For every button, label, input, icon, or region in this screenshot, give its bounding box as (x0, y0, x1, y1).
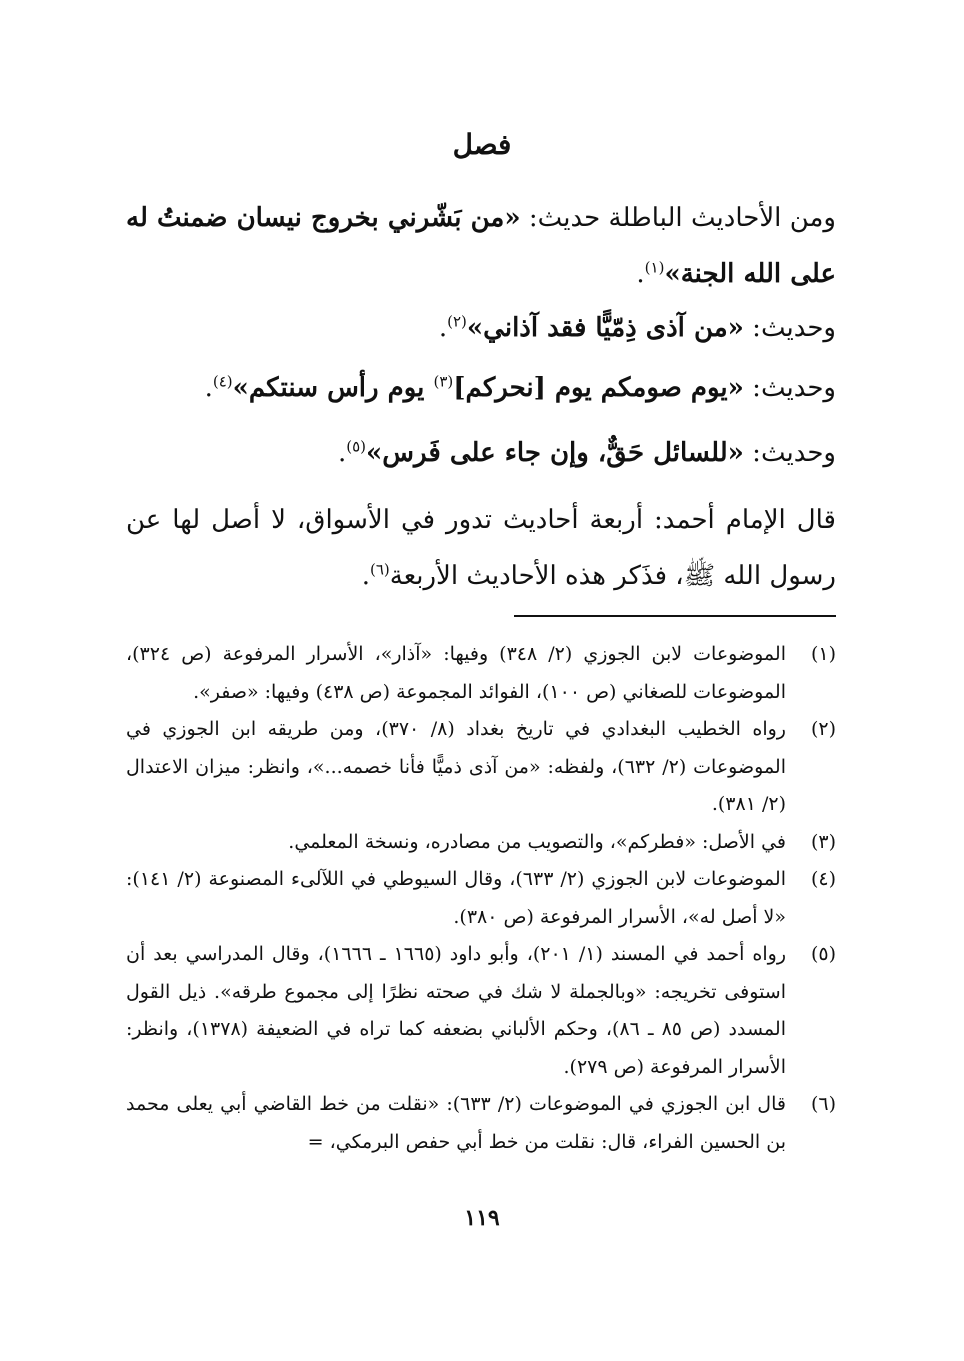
footnote-text: الموضوعات لابن الجوزي (٢/ ٦٣٣)، وقال السيوطي في اللآلىء المصنوعة (٢/ ١٤١): «لا أصل له»، الأسرار المرفوعة (ص ٣٨٠). (126, 868, 786, 928)
footnote-item (126, 1086, 836, 1161)
footnote-text: رواه الخطيب البغدادي في تاريخ بغداد (٨/ ٣٧٠)، ومن طريقه ابن الجوزي في الموضوعات (٢/ ٦٣٢)، ولفظه: «من آذى ذميًّا فأنا خصمه...»، وانظر: ميزان الاعتدال (٢/ ٣٨١). (126, 718, 786, 815)
paragraph-intro: ومن الأحاديث الباطلة حديث: (520, 203, 836, 233)
footnote-ref: (٥) (346, 437, 367, 456)
paragraph-imam-ahmad (126, 492, 836, 604)
footnote-text: الموضوعات لابن الجوزي (٢/ ٣٤٨) وفيها: «آذار»، الأسرار المرفوعة (ص ٣٢٤)، الموضوعات للصغاني (ص ١٠٠)، الفوائد المجموعة (ص ٤٣٨) وفيها: «صفر». (126, 643, 786, 703)
sentence-end: . (636, 259, 645, 289)
hadith-text: «من بَشّرني بخروج نيسان ضمنتُ له على الله الجنة» (126, 203, 836, 289)
footnote-number: (٥) (810, 943, 836, 965)
hadith-text: «للسائل حَقٌّ، وإن جاء على فَرس» (366, 438, 744, 468)
footnote-number: (١) (810, 643, 836, 665)
footnote-ref: (٣) (433, 372, 454, 391)
footnote-separator (514, 615, 836, 617)
footnote-ref: (١) (644, 258, 665, 277)
footnote-item (126, 861, 836, 936)
section-heading: فصل (452, 128, 512, 161)
footnote-text: رواه أحمد في المسند (١/ ٢٠١)، وأبو داود (١٦٦٥ ـ ١٦٦٦)، وقال المدراسي بعد أن استوفى تخريجه: «وبالجملة لا شك في صحته نظرًا إلى مجموع طرقه». ذيل القول المسدد (ص ٨٥ ـ ٨٦)، وحكم الألباني بضعفه كما تراه في الضعيفة (١٣٧٨)، وانظر: الأسرار المرفوعة (ص ٢٧٩). (126, 943, 787, 1078)
footnote-item (126, 636, 836, 711)
hadith-text: «يوم صومكم يوم [نحركم] (453, 373, 744, 403)
paragraph-hadith-2 (126, 300, 836, 356)
sentence-end: . (361, 561, 370, 591)
paragraph-hadith-1 (126, 190, 836, 302)
footnote-ref: (٢) (447, 312, 467, 331)
hadith-text: «من آذى ذِمّيًّا فقد آذاني» (466, 313, 744, 343)
sentence-end: . (337, 438, 347, 468)
footnote-number: (٢) (810, 718, 836, 740)
footnote-number: (٦) (810, 1093, 836, 1115)
footnote-ref: (٦) (369, 560, 390, 579)
paragraph-hadith-4 (126, 425, 836, 481)
paragraph-intro: وحديث: (743, 313, 836, 343)
footnote-item (126, 711, 836, 824)
footnote-number: (٣) (810, 830, 836, 853)
paragraph-intro: وحديث: (743, 438, 836, 468)
footnotes (126, 636, 836, 1161)
sentence-end: . (204, 373, 213, 403)
footnote-item (126, 824, 836, 862)
footnote-ref: (٤) (212, 372, 233, 391)
footnote-text: في الأصل: «فطركم»، والتصويب من مصادره، ونسخة المعلمي. (288, 830, 786, 853)
footnote-number: (٤) (810, 868, 836, 890)
paragraph-hadith-3 (126, 360, 836, 416)
paragraph-text: قال الإمام أحمد: أربعة أحاديث تدور في الأسواق، لا أصل لها عن رسول الله ﷺ، فذَكر هذه الأحاديث الأربعة (126, 505, 836, 591)
footnote-text: قال ابن الجوزي في الموضوعات (٢/ ٦٣٣): «نقلت من خط القاضي أبي يعلى محمد بن الحسين الفراء، قال: نقلت من خط أبي حفص البرمكي، = (126, 1093, 786, 1153)
hadith-text: يوم رأس سنتكم» (232, 373, 434, 403)
sentence-end: . (438, 313, 448, 343)
paragraph-intro: وحديث: (743, 373, 836, 403)
page-number: ١١٩ (464, 1205, 500, 1231)
footnote-item (126, 936, 836, 1086)
